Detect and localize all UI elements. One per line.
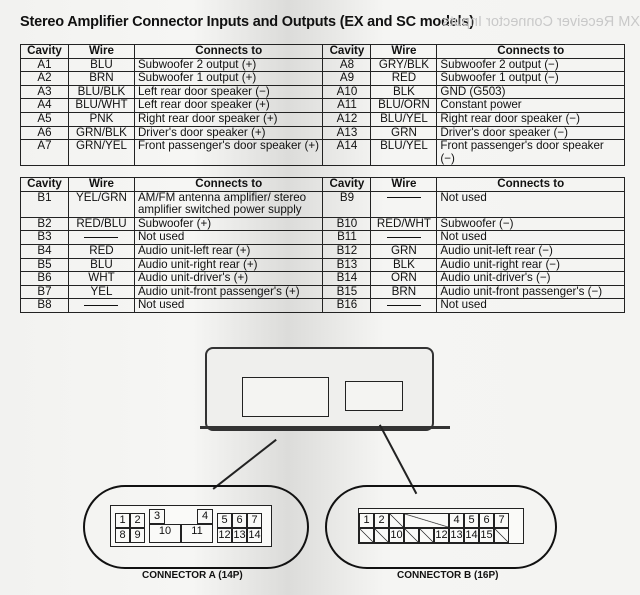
wire: BLU/YEL [371, 112, 437, 126]
pin-8-unused [359, 528, 374, 543]
pin-13: 13 [233, 529, 246, 541]
table-row [21, 72, 625, 86]
connects-to: Subwoofer 2 output (+) [134, 58, 323, 72]
table-row [21, 217, 625, 231]
cavity: B2 [21, 217, 69, 231]
header-cavity: Cavity [21, 45, 69, 59]
wire: YEL [68, 285, 134, 299]
header-wire: Wire [68, 178, 134, 192]
connects-to: Audio unit-right rear (+) [134, 258, 323, 272]
pin-11-unused [404, 528, 419, 543]
cavity: A4 [21, 99, 69, 113]
wire: ORN [371, 272, 437, 286]
connects-to: Not used [437, 299, 625, 313]
cavity: B11 [323, 231, 371, 245]
header-connects-to: Connects to [134, 178, 323, 192]
pin-6: 6 [232, 513, 247, 528]
pin-2: 2 [374, 513, 389, 528]
cavity: A8 [323, 58, 371, 72]
bleed-through-text: XM Receiver Connector Inputs [442, 14, 640, 30]
connector-a-caption: CONNECTOR A (14P) [142, 570, 243, 581]
cavity: B9 [323, 191, 371, 217]
amplifier-mounting-bracket [200, 426, 450, 429]
table-row [21, 191, 625, 217]
connector-b-socket [345, 381, 403, 411]
table-row [21, 58, 625, 72]
pin-10: 10 [149, 524, 181, 543]
cavity: B6 [21, 272, 69, 286]
connects-to: Subwoofer 1 output (−) [437, 72, 625, 86]
connects-to: AM/FM antenna amplifier/ stereo amplifier switched power supply [134, 191, 323, 217]
header-wire: Wire [371, 178, 437, 192]
table-row [21, 272, 625, 286]
connects-to: Audio unit-right rear (−) [437, 258, 625, 272]
table-row [21, 126, 625, 140]
connects-to: Subwoofer (+) [134, 217, 323, 231]
wire-none [68, 299, 134, 313]
cavity: A9 [323, 72, 371, 86]
connects-to: Audio unit-front passenger's (+) [134, 285, 323, 299]
table-row [21, 99, 625, 113]
cavity: B13 [323, 258, 371, 272]
pin-1: 1 [115, 513, 130, 528]
wire: YEL/GRN [68, 191, 134, 217]
cavity: B12 [323, 244, 371, 258]
pin-12: 12 [218, 529, 231, 541]
wire: RED [68, 244, 134, 258]
cavity: A7 [21, 140, 69, 166]
connects-to: Not used [134, 299, 323, 313]
cavity: A10 [323, 85, 371, 99]
pin-2: 2 [130, 513, 145, 528]
connector-b-leader-line [379, 424, 417, 494]
connector-a-pinout [110, 505, 272, 547]
wire: BLU/YEL [371, 140, 437, 166]
table-row [21, 299, 625, 313]
wire: BLK [371, 85, 437, 99]
table-row [21, 85, 625, 99]
wire: WHT [68, 272, 134, 286]
connects-to: Right rear door speaker (+) [134, 112, 323, 126]
wire: BLU [68, 258, 134, 272]
wire: BLU/ORN [371, 99, 437, 113]
cavity: B3 [21, 231, 69, 245]
pin-9: 9 [130, 528, 145, 543]
pin-12: 12 [435, 529, 448, 541]
pin-3: 3 [149, 509, 165, 524]
connector-b-pinout [358, 508, 524, 544]
pin-14: 14 [465, 529, 478, 541]
header-connects-to: Connects to [437, 45, 625, 59]
no-wire-dash [84, 305, 118, 306]
wire: GRN/BLK [68, 126, 134, 140]
pin-14: 14 [248, 529, 261, 541]
table-row [21, 112, 625, 126]
table-row [21, 258, 625, 272]
pin-4: 4 [197, 509, 213, 524]
wire-none [68, 231, 134, 245]
connects-to: Front passenger's door speaker (−) [437, 140, 625, 166]
cavity: B16 [323, 299, 371, 313]
table-row [21, 140, 625, 166]
cavity: A3 [21, 85, 69, 99]
page-title: Stereo Amplifier Connector Inputs and Outputs (EX and SC models) [20, 14, 474, 30]
header-cavity: Cavity [323, 178, 371, 192]
table-header-row [21, 178, 625, 192]
wire: BRN [68, 72, 134, 86]
connects-to: Audio unit-driver's (−) [437, 272, 625, 286]
cavity: B15 [323, 285, 371, 299]
cavity: B14 [323, 272, 371, 286]
connects-to: Front passenger's door speaker (+) [134, 140, 323, 166]
connects-to: Left rear door speaker (−) [134, 85, 323, 99]
header-wire: Wire [68, 45, 134, 59]
header-connects-to: Connects to [134, 45, 323, 59]
cavity: A11 [323, 99, 371, 113]
table-header-row [21, 45, 625, 59]
amplifier-illustration [205, 347, 434, 431]
pin-3-unused [389, 513, 404, 528]
wire: BLU [68, 58, 134, 72]
header-wire: Wire [371, 45, 437, 59]
cavity: B8 [21, 299, 69, 313]
pin-1: 1 [359, 513, 374, 528]
pin-11: 11 [181, 524, 213, 543]
table-row [21, 244, 625, 258]
connects-to: Audio unit-left rear (−) [437, 244, 625, 258]
cavity: B1 [21, 191, 69, 217]
connects-to: Driver's door speaker (+) [134, 126, 323, 140]
pin-unused-wide [404, 513, 449, 528]
pin-9-unused [374, 528, 389, 543]
connects-to: Not used [437, 231, 625, 245]
connects-to: Right rear door speaker (−) [437, 112, 625, 126]
pin-15: 15 [480, 529, 493, 541]
connects-to: Subwoofer 1 output (+) [134, 72, 323, 86]
cavity: A1 [21, 58, 69, 72]
connects-to: Subwoofer (−) [437, 217, 625, 231]
connector-a-leader-line [213, 439, 277, 489]
table-row [21, 285, 625, 299]
pin-5: 5 [217, 513, 232, 528]
connector-a-table [20, 44, 625, 166]
wire: RED/BLU [68, 217, 134, 231]
table-row [21, 231, 625, 245]
wire: BLU/BLK [68, 85, 134, 99]
no-wire-dash [387, 305, 421, 306]
pin-10: 10 [390, 529, 403, 541]
pin-7: 7 [494, 513, 509, 528]
connector-a-socket [242, 377, 329, 417]
cavity: B7 [21, 285, 69, 299]
wire-none [371, 191, 437, 217]
cavity: A13 [323, 126, 371, 140]
pin-13: 13 [450, 529, 463, 541]
cavity: A14 [323, 140, 371, 166]
no-wire-dash [387, 237, 421, 238]
wire: PNK [68, 112, 134, 126]
connects-to: GND (G503) [437, 85, 625, 99]
wire-none [371, 231, 437, 245]
connects-to: Not used [134, 231, 323, 245]
pin-16-unused [494, 528, 509, 543]
wire: GRN/YEL [68, 140, 134, 166]
no-wire-dash [84, 237, 118, 238]
pin-4: 4 [449, 513, 464, 528]
wire: GRY/BLK [371, 58, 437, 72]
connector-b-table [20, 177, 625, 313]
no-wire-dash [387, 197, 421, 198]
connects-to: Constant power [437, 99, 625, 113]
pin-5: 5 [464, 513, 479, 528]
connects-to: Audio unit-left rear (+) [134, 244, 323, 258]
wire: BLK [371, 258, 437, 272]
wire: BLU/WHT [68, 99, 134, 113]
connects-to: Audio unit-driver's (+) [134, 272, 323, 286]
header-cavity: Cavity [21, 178, 69, 192]
cavity: A5 [21, 112, 69, 126]
connects-to: Driver's door speaker (−) [437, 126, 625, 140]
connects-to: Left rear door speaker (+) [134, 99, 323, 113]
wire: RED/WHT [371, 217, 437, 231]
cavity: B4 [21, 244, 69, 258]
connects-to: Subwoofer 2 output (−) [437, 58, 625, 72]
wire: GRN [371, 126, 437, 140]
cavity: A6 [21, 126, 69, 140]
cavity: B10 [323, 217, 371, 231]
cavity: A12 [323, 112, 371, 126]
connects-to: Audio unit-front passenger's (−) [437, 285, 625, 299]
cavity: B5 [21, 258, 69, 272]
pin-7: 7 [247, 513, 262, 528]
wire: RED [371, 72, 437, 86]
wire: BRN [371, 285, 437, 299]
cavity: A2 [21, 72, 69, 86]
header-connects-to: Connects to [437, 178, 625, 192]
connector-b-caption: CONNECTOR B (16P) [397, 570, 499, 581]
pin-6: 6 [479, 513, 494, 528]
header-cavity: Cavity [323, 45, 371, 59]
pin-8: 8 [115, 528, 130, 543]
wire: GRN [371, 244, 437, 258]
pin-unused-cross [419, 528, 434, 543]
connects-to: Not used [437, 191, 625, 217]
wire-none [371, 299, 437, 313]
